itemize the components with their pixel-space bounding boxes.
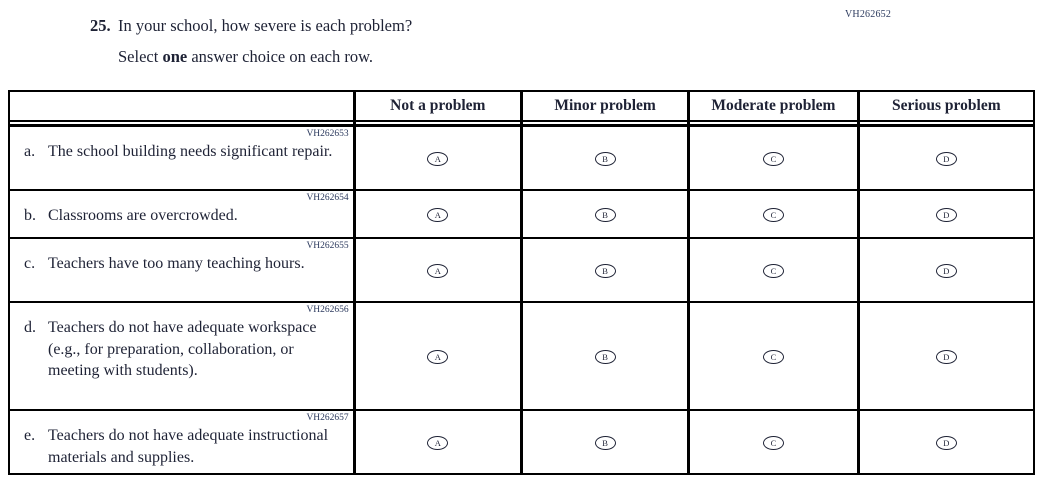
row-accession-code: VH262655	[306, 241, 349, 251]
row-accession-code: VH262654	[306, 193, 349, 203]
column-header-not-a-problem: Not a problem	[353, 92, 520, 122]
table-row	[10, 237, 1033, 301]
table-row	[10, 409, 1033, 473]
accession-code: VH262652	[845, 9, 892, 20]
row-accession-code: VH262656	[306, 305, 349, 315]
answer-bubble-d[interactable]: D	[936, 208, 957, 222]
answer-bubble-d[interactable]: D	[936, 350, 957, 364]
row-text: Teachers do not have adequate instructional materials and supplies.	[48, 427, 329, 466]
column-header-serious-problem: Serious problem	[857, 92, 1033, 122]
row-letter: a.	[24, 143, 36, 161]
answer-bubble-c[interactable]: C	[763, 152, 784, 166]
header-row	[10, 92, 1033, 122]
answer-bubble-b[interactable]: B	[595, 152, 616, 166]
table-row	[10, 189, 1033, 237]
row-letter: c.	[24, 255, 36, 273]
column-header-moderate-problem: Moderate problem	[687, 92, 856, 122]
row-letter: e.	[24, 427, 36, 445]
question-instruction: Select one answer choice on each row.	[118, 46, 374, 66]
row-text: Teachers have too many teaching hours.	[48, 255, 305, 273]
header-stem-cell	[10, 92, 353, 122]
answer-bubble-c[interactable]: C	[763, 436, 784, 450]
answer-bubble-a[interactable]: A	[427, 208, 448, 222]
answer-bubble-d[interactable]: D	[936, 152, 957, 166]
answer-bubble-d[interactable]: D	[936, 264, 957, 278]
answer-bubble-b[interactable]: B	[595, 208, 616, 222]
answer-bubble-b[interactable]: B	[595, 436, 616, 450]
answer-bubble-b[interactable]: B	[595, 264, 616, 278]
answer-bubble-a[interactable]: A	[427, 264, 448, 278]
answer-bubble-c[interactable]: C	[763, 350, 784, 364]
answer-bubble-c[interactable]: C	[763, 208, 784, 222]
row-accession-code: VH262657	[306, 413, 349, 423]
question-text: In your school, how severe is each problem?	[118, 16, 413, 35]
answer-bubble-a[interactable]: A	[427, 152, 448, 166]
question-number: 25.	[90, 16, 111, 35]
row-accession-code: VH262653	[306, 129, 349, 139]
question-header	[90, 16, 412, 67]
row-text: The school building needs significant repair.	[48, 143, 333, 161]
row-text: Classrooms are overcrowded.	[48, 207, 238, 225]
answer-bubble-a[interactable]: A	[427, 350, 448, 364]
row-letter: b.	[24, 207, 36, 225]
severity-matrix-table	[8, 90, 1035, 475]
row-letter: d.	[24, 319, 36, 337]
row-text: Teachers do not have adequate workspace (e.g., for preparation, collaboration, or meeting with students).	[48, 319, 317, 379]
column-header-minor-problem: Minor problem	[520, 92, 687, 122]
answer-bubble-a[interactable]: A	[427, 436, 448, 450]
table-row	[10, 301, 1033, 409]
answer-bubble-b[interactable]: B	[595, 350, 616, 364]
answer-bubble-c[interactable]: C	[763, 264, 784, 278]
table-row	[10, 127, 1033, 189]
answer-bubble-d[interactable]: D	[936, 436, 957, 450]
